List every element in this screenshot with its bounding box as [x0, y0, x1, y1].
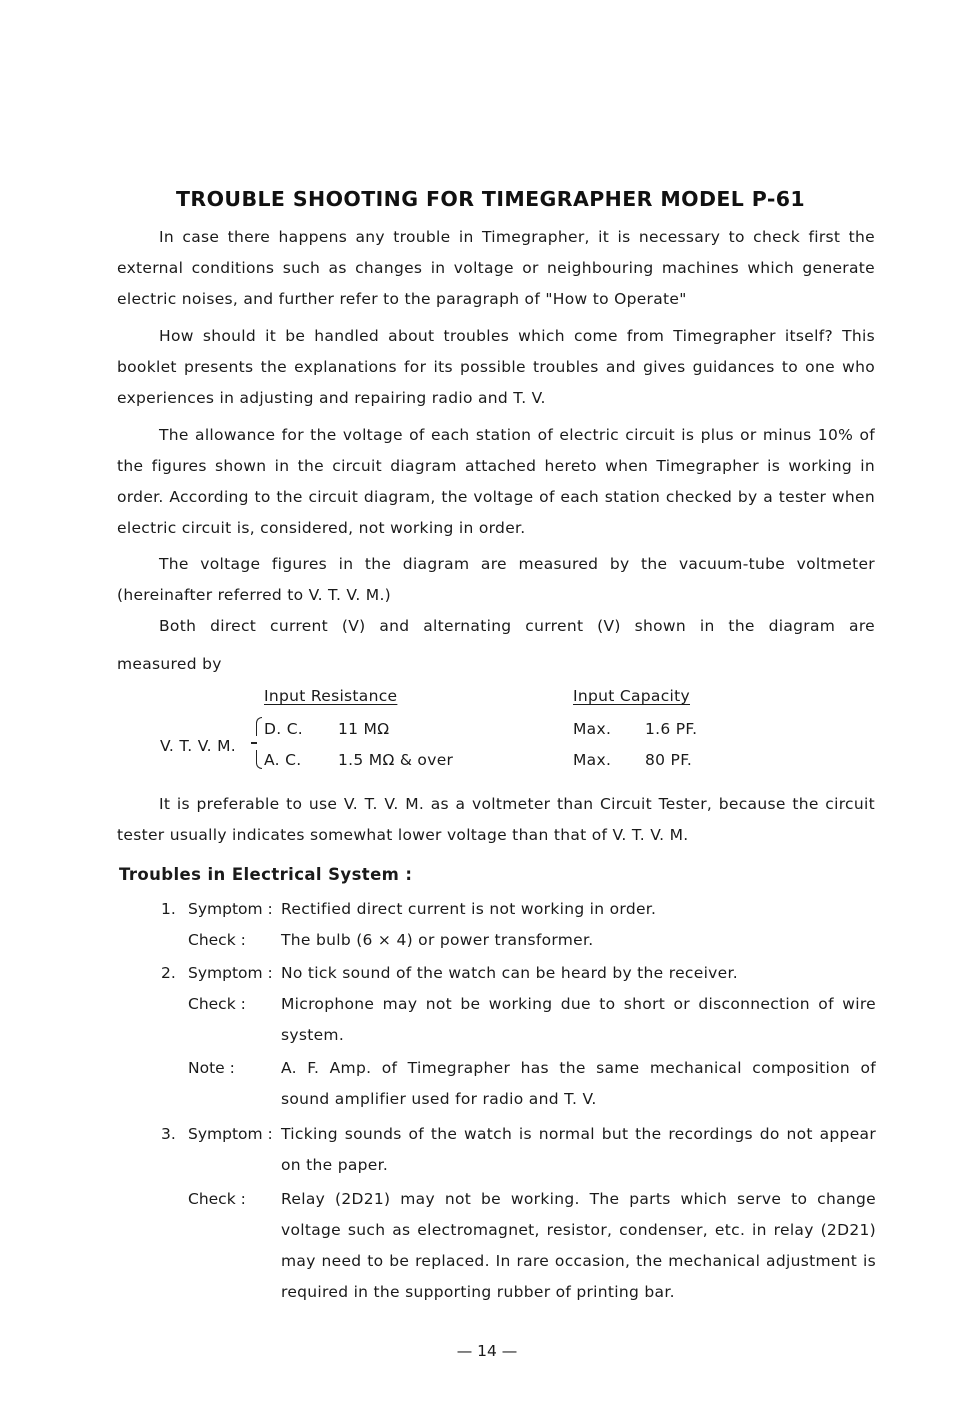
- paragraph-both-currents: Both direct current (V) and alternating current (V) shown in the diagram are: [159, 617, 875, 635]
- paragraph-preferable: It is preferable to use V. T. V. M. as a voltmeter than Circuit Tester, because the circuit tester usually indicates somewhat lower voltage than that of V. T. V. M.: [117, 795, 875, 844]
- check-label: Check :: [188, 1190, 246, 1208]
- symptom-label: Symptom :: [188, 900, 273, 918]
- vtvm-ac-resistance: 1.5 MΩ & over: [338, 751, 454, 769]
- trouble-number: 1.: [161, 900, 176, 918]
- paragraph-allowance: The allowance for the voltage of each station of electric circuit is plus or minus 10% of the figures shown in the circuit diagram attached hereto when Timegrapher is working in order. According to the circuit diagram, the voltage of each station checked by a tester when electric circuit is, considered, not working in order.: [117, 426, 875, 537]
- symptom-text: No tick sound of the watch can be heard by the receiver.: [281, 964, 738, 982]
- section-title: Troubles in Electrical System :: [119, 865, 413, 884]
- paragraph-intro: In case there happens any trouble in Timegrapher, it is necessary to check first the external conditions such as changes in voltage or neighbouring machines which generate electric noises, and further refer to the paragraph of "How to Operate": [117, 228, 875, 308]
- vtvm-dc-max: Max.: [573, 720, 612, 738]
- vtvm-ac-capacity: 80 PF.: [645, 751, 693, 769]
- vtvm-dc-capacity: 1.6 PF.: [645, 720, 698, 738]
- brace-bottom: [256, 750, 262, 769]
- input-capacity-header: Input Capacity: [573, 687, 690, 705]
- note-text: A. F. Amp. of Timegrapher has the same mechanical composition of sound amplifier used for radio and T. V.: [281, 1059, 876, 1108]
- vtvm-ac-max: Max.: [573, 751, 612, 769]
- check-label: Check :: [188, 995, 246, 1013]
- paragraph-measured-by: measured by: [117, 655, 222, 673]
- trouble-number: 3.: [161, 1125, 176, 1143]
- brace-tip: [251, 742, 257, 744]
- page-number: — 14 —: [456, 1342, 518, 1360]
- symptom-label: Symptom :: [188, 964, 273, 982]
- paragraph-handling: How should it be handled about troubles which come from Timegrapher itself? This booklet presents the explanations for its possible troubles and gives guidances to one who experiences in adjusting and repairing radio and T. V.: [117, 327, 875, 407]
- check-text: Relay (2D21) may not be working. The parts which serve to change voltage such as electromagnet, resistor, condenser, etc. in relay (2D21) may need to be replaced. In rare occasion, the mechanical adjustment is required in the supporting rubber of printing bar.: [281, 1190, 876, 1301]
- check-text: Microphone may not be working due to short or disconnection of wire system.: [281, 995, 876, 1044]
- vtvm-dc-resistance: 11 MΩ: [338, 720, 390, 738]
- brace-top: [256, 717, 262, 736]
- symptom-text: Ticking sounds of the watch is normal but the recordings do not appear on the paper.: [281, 1125, 876, 1174]
- note-label: Note :: [188, 1059, 235, 1077]
- symptom-text: Rectified direct current is not working in order.: [281, 900, 657, 918]
- vtvm-label: V. T. V. M.: [160, 737, 237, 755]
- symptom-label: Symptom :: [188, 1125, 273, 1143]
- input-resistance-header: Input Resistance: [264, 687, 398, 705]
- check-label: Check :: [188, 931, 246, 949]
- vtvm-dc-type: D. C.: [264, 720, 304, 738]
- page-title: TROUBLE SHOOTING FOR TIMEGRAPHER MODEL P-61: [176, 187, 806, 211]
- trouble-number: 2.: [161, 964, 176, 982]
- check-text: The bulb (6 × 4) or power transformer.: [281, 931, 594, 949]
- vtvm-ac-type: A. C.: [264, 751, 302, 769]
- paragraph-voltage-figures: The voltage figures in the diagram are measured by the vacuum-tube voltmeter (hereinafter referred to V. T. V. M.): [117, 555, 875, 604]
